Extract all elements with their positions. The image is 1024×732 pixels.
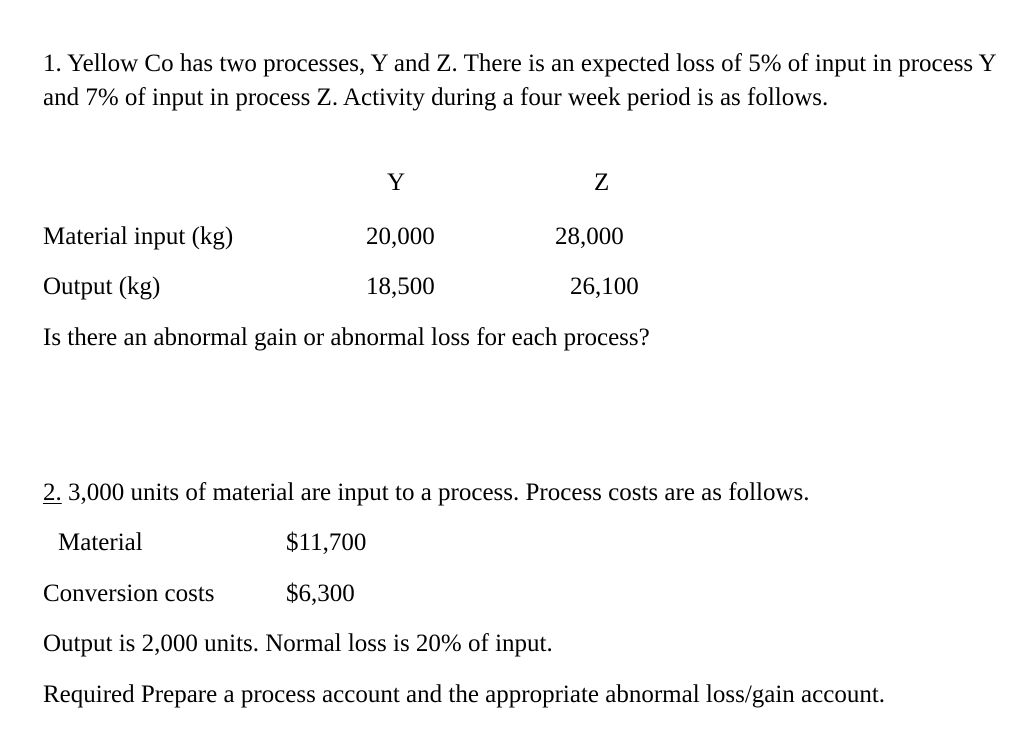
q2-cost-material-value: $11,700 [286,529,367,556]
q1-row-output-y: 18,500 [366,273,435,300]
q2-required-text: Required Prepare a process account and the appropriate abnormal loss/gain account. [43,681,886,708]
q2-cost-conversion-value: $6,300 [286,580,355,607]
q2-intro-text: 3,000 units of material are input to a process. Process costs are as follows. [61,479,810,506]
q2-cost-conversion-label: Conversion costs [43,580,215,607]
q1-row-material-label: Material input (kg) [43,223,234,250]
q2-intro [43,478,810,508]
q2-output-text: Output is 2,000 units. Normal loss is 20% of input. [43,630,553,657]
q1-row-output-label: Output (kg) [43,273,161,300]
q1-intro: 1. Yellow Co has two processes, Y and Z. There is an expected loss of 5% of input in process Y and 7% of input in process Z. Activity during a four week period is as follows. [43,50,996,111]
q1-row-material-z: 28,000 [555,223,624,250]
q1-col-y-header: Y [387,169,406,196]
q2-number: 2. [43,479,62,506]
q1-col-z-header: Z [594,169,610,196]
q1-row-material-y: 20,000 [366,223,435,250]
q2-cost-material-label: Material [58,529,143,556]
q1-row-output-z: 26,100 [570,273,639,300]
q1-question: Is there an abnormal gain or abnormal loss for each process? [43,324,650,351]
